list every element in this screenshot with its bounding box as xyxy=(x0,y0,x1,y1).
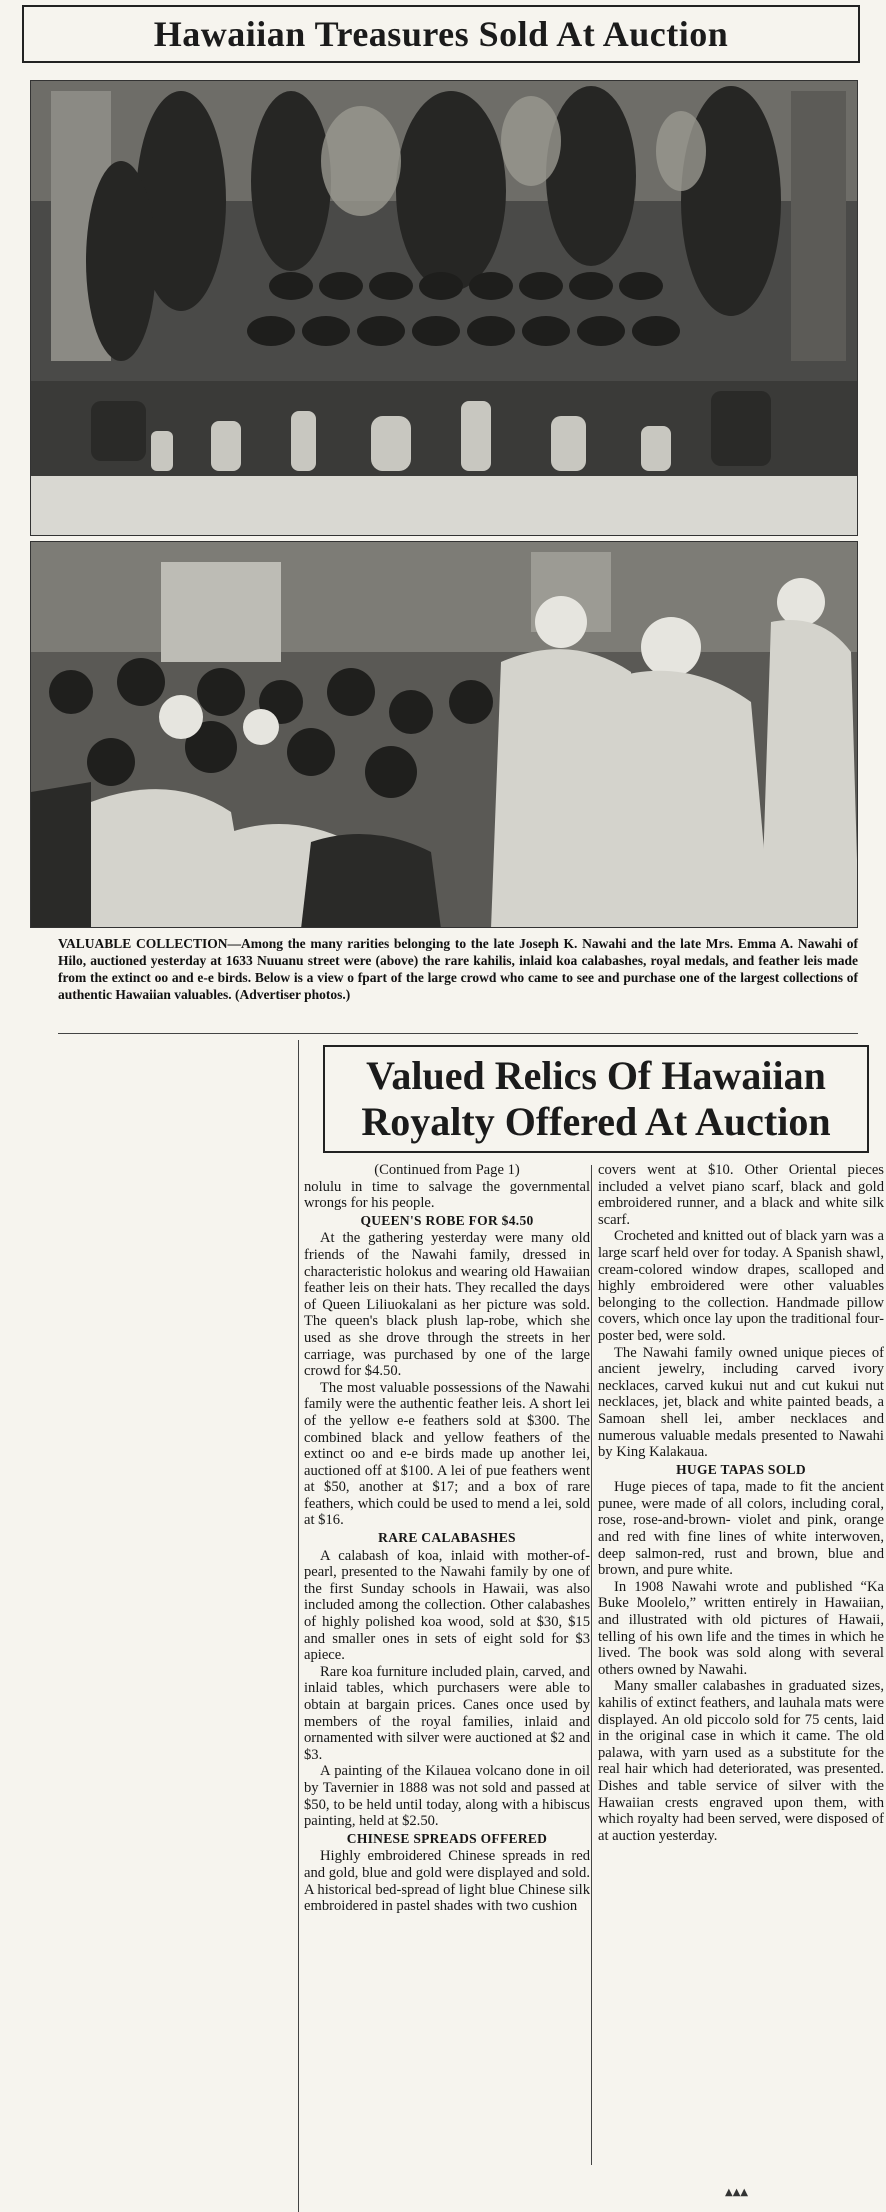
article-headline-box xyxy=(323,1045,869,1153)
headline-box xyxy=(22,5,860,63)
paragraph: Crocheted and knitted out of black yarn was a large scarf held over for today. A Spanish shawl, cream-colored window drapes, scalloped and highly embroidered were other valuables belonging to the collection. Handmade pillow covers, which once lay upon the traditional four-poster bed, were sold. xyxy=(598,1228,884,1344)
subhead-queens-robe: QUEEN'S ROBE FOR $4.50 xyxy=(360,1212,534,1228)
continued-note: (Continued from Page 1) xyxy=(374,1162,520,1178)
article-column-1 xyxy=(304,1162,590,1915)
paragraph: A calabash of koa, inlaid with mother-of-pearl, presented to the Nawahi family by one of the first Sunday schools in Hawaii, was also included among the collection. Other calabashes of highly polished koa wood, sold at $30, $15 and smaller ones in sets of eight sold for $3 apiece. xyxy=(304,1547,590,1664)
page-headline: Hawaiian Treasures Sold At Auction xyxy=(153,14,729,54)
photo-crowd xyxy=(30,541,858,928)
paragraph: In 1908 Nawahi wrote and published “Ka Buke Moolelo,” written entirely in Hawaiian, and illustrated with old pictures of Hawaii, telling of his own life and the times in which he lived. The book was sold along with several others owned by Nawahi. xyxy=(598,1578,884,1678)
article-headline xyxy=(361,1053,830,1145)
paragraph: A painting of the Kilauea volcano done in oil by Tavernier in 1888 was not sold and passed at $50, to be held until today, along with a hibiscus painting, held at $2.50. xyxy=(304,1763,590,1830)
end-mark: ▲▲▲ xyxy=(725,2187,749,2198)
paragraph: The most valuable possessions of the Nawahi family were the authentic feather leis. A short lei of the yellow e-e feathers sold at $300. The combined black and yellow feathers of the extinct oo and e-e birds made up another lei, auctioned off at $100. A lei of pue feathers went at $50, another at $17; and a box of rare feathers, which could be used to mend a lei, sold at $16. xyxy=(304,1379,590,1529)
subhead-rare-calabashes: RARE CALABASHES xyxy=(378,1530,516,1546)
column-rule-left xyxy=(298,1040,299,2212)
photo-caption: VALUABLE COLLECTION—Among the many rarities belonging to the late Joseph K. Nawahi and the late Mrs. Emma A. Nawahi of Hilo, auctioned yesterday at 1633 Nuuanu street were (above) the rare kahilis, inlaid koa calabashes, royal medals, and feather leis made from the extinct oo and e-e birds. Below is a view o fpart of the large crowd who came to see and purchase one of the largest collections of authentic Hawaiian valuables. (Advertiser photos.) xyxy=(58,936,858,1002)
article-headline-line1: Valued Relics Of Hawaiian xyxy=(366,1053,826,1098)
column-rule-middle xyxy=(591,1165,592,2165)
article-headline-line2: Royalty Offered At Auction xyxy=(361,1099,831,1144)
paragraph: The Nawahi family owned unique pieces of ancient jewelry, including carved ivory necklaces, carved kukui nut and cut kukui nut necklaces, jet, black and white painted beads, a Samoan shell lei, amber necklaces and numerous valuable medals presented to Nawahi by King Kalakaua. xyxy=(598,1344,884,1461)
photo-treasures xyxy=(30,80,858,536)
paragraph: Huge pieces of tapa, made to fit the ancient punee, were made of all colors, including coral, rose, rose-and-brown- violet and pink, orange and red with fine lines of white interwoven, deep salmon-red, rust and brown, blue and brown, and pure white. xyxy=(598,1479,884,1579)
paragraph: nolulu in time to salvage the governmental wrongs for his people. xyxy=(304,1178,590,1212)
subhead-chinese-spreads: CHINESE SPREADS OFFERED xyxy=(346,1830,548,1846)
paragraph: Many smaller calabashes in graduated sizes, kahilis of extinct feathers, and lauhala mats were displayed. An old piccolo sold for 75 cents, laid in the original case in which it came. The old palawa, with yarn used as a substitute for the real hair which had deteriorated, was presented. Dishes and table service of silver with the Hawaiian crests engraved upon them, with which royalty had been served, were disposed of at auction yesterday. xyxy=(598,1678,884,1844)
paragraph: covers went at $10. Other Oriental pieces included a velvet piano scarf, black and gold embroidered runner, and a black and white silk scarf. xyxy=(598,1162,884,1228)
paragraph: Rare koa furniture included plain, carved, and inlaid tables, which purchasers were able to obtain at bargain prices. Canes once used by members of the royal families, inlaid and ornamented with silver were auctioned at $2 and $3. xyxy=(304,1663,590,1763)
subhead-huge-tapas: HUGE TAPAS SOLD xyxy=(676,1461,806,1477)
separator-rule xyxy=(58,1033,858,1034)
paragraph: Highly embroidered Chinese spreads in red and gold, blue and gold were displayed and sold. A historical bed-spread of light blue Chinese silk embroidered in pastel shades with two cushion xyxy=(304,1848,590,1915)
article-column-2 xyxy=(598,1162,884,1844)
paragraph: At the gathering yesterday were many old friends of the Nawahi family, dressed in characteristic holokus and wearing old Hawaiian feather leis on their hats. They recalled the days of Queen Liliuokalani as her picture was sold. The queen's black plush lap-robe, which she used as she drove through the streets in her carriage, was purchased by one of the large crowd for $4.50. xyxy=(304,1230,590,1380)
